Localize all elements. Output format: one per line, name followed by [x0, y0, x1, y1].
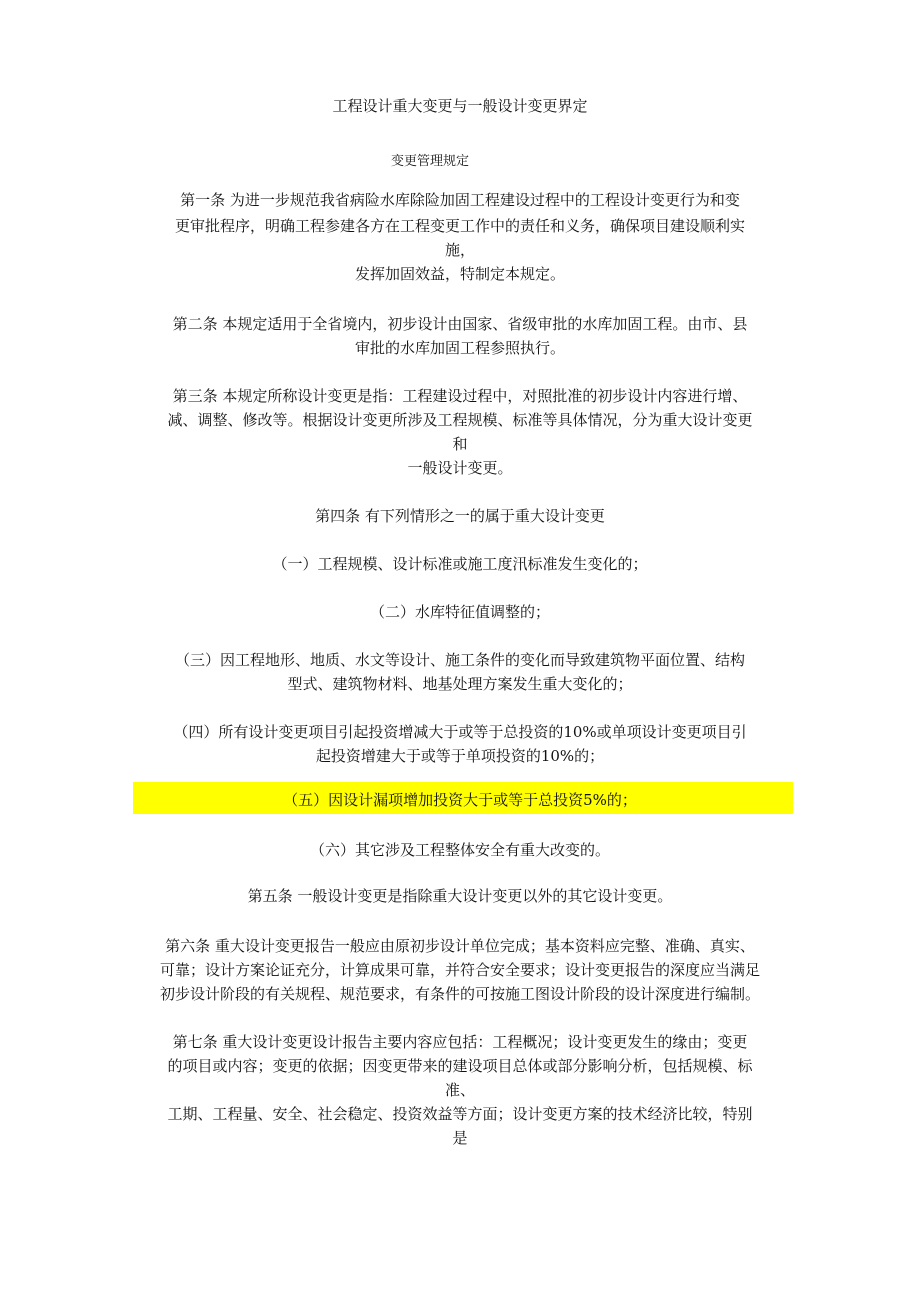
article-2-line-2: 审批的水库加固工程参照执行。	[354, 339, 565, 357]
article-1-line-2: 更审批程序，明确工程参建各方在工程变更工作中的责任和义务，确保项目建设顺利实	[174, 217, 745, 235]
article-7-line-4: 工期、工程量、安全、社会稳定、投资效益等方面；设计变更方案的技术经济比较，特别	[167, 1105, 753, 1123]
article-1-line-3: 施，	[444, 241, 475, 259]
article-7-line-1: 第七条 重大设计变更设计报告主要内容应包括：工程概况；设计变更发生的缘由；变更	[172, 1033, 748, 1051]
article-7-line-5: 是	[452, 1129, 468, 1147]
article-6-line-2: 可靠；设计方案论证充分，计算成果可靠，并符合安全要求；设计变更报告的深度应当满足	[159, 961, 760, 979]
article-1-line-4: 发挥加固效益，特制定本规定。	[354, 265, 565, 283]
article-3-line-1: 第三条 本规定所称设计变更是指：工程建设过程中，对照批准的初步设计内容进行增、	[172, 387, 748, 405]
article-3-line-3: 和	[452, 435, 468, 453]
article-7-line-2: 的项目或内容；变更的依据；因变更带来的建设项目总体或部分影响分析，包括规模、标	[167, 1057, 753, 1075]
article-5-line-1: 第五条 一般设计变更是指除重大设计变更以外的其它设计变更。	[247, 887, 673, 905]
article-4-item-4-line-1: （四）所有设计变更项目引起投资增减大于或等于总投资的10%或单项设计变更项目引	[173, 723, 747, 741]
article-2-line-1: 第二条 本规定适用于全省境内，初步设计由国家、省级审批的水库加固工程。由市、县	[172, 315, 748, 333]
article-6-line-3: 初步设计阶段的有关规程、规范要求，有条件的可按施工图设计阶段的设计深度进行编制。	[159, 985, 760, 1003]
article-4-item-3-line-1: （三）因工程地形、地质、水文等设计、施工条件的变化而导致建筑物平面位置、结构	[174, 651, 745, 669]
article-4-item-6: （六）其它涉及工程整体安全有重大改变的。	[309, 841, 610, 859]
article-4-item-1: （一）工程规模、设计标准或施工度汛标准发生变化的；	[272, 555, 648, 573]
article-4-heading: 第四条 有下列情形之一的属于重大设计变更	[315, 507, 605, 525]
article-4-item-3-line-2: 型式、建筑物材料、地基处理方案发生重大变化的；	[287, 675, 633, 693]
article-4-item-2: （二）水库特征值调整的；	[369, 603, 550, 621]
article-4-item-5-highlighted: （五）因设计漏项增加投资大于或等于总投资5%的；	[283, 791, 637, 809]
document-subtitle: 变更管理规定	[390, 154, 469, 169]
article-3-line-2: 减、调整、修改等。根据设计变更所涉及工程规模、标准等具体情况，分为重大设计变更	[167, 411, 753, 429]
article-6-line-1: 第六条 重大设计变更报告一般应由原初步设计单位完成；基本资料应完整、准确、真实、	[165, 937, 755, 955]
document-title: 工程设计重大变更与一般设计变更界定	[332, 97, 588, 115]
article-7-line-3: 准、	[444, 1081, 475, 1099]
article-4-item-4-line-2: 起投资增建大于或等于单项投资的10%的；	[315, 747, 605, 765]
article-1-line-1: 第一条 为进一步规范我省病险水库除险加固工程建设过程中的工程设计变更行为和变	[180, 191, 740, 209]
article-3-line-4: 一般设计变更。	[407, 459, 513, 477]
